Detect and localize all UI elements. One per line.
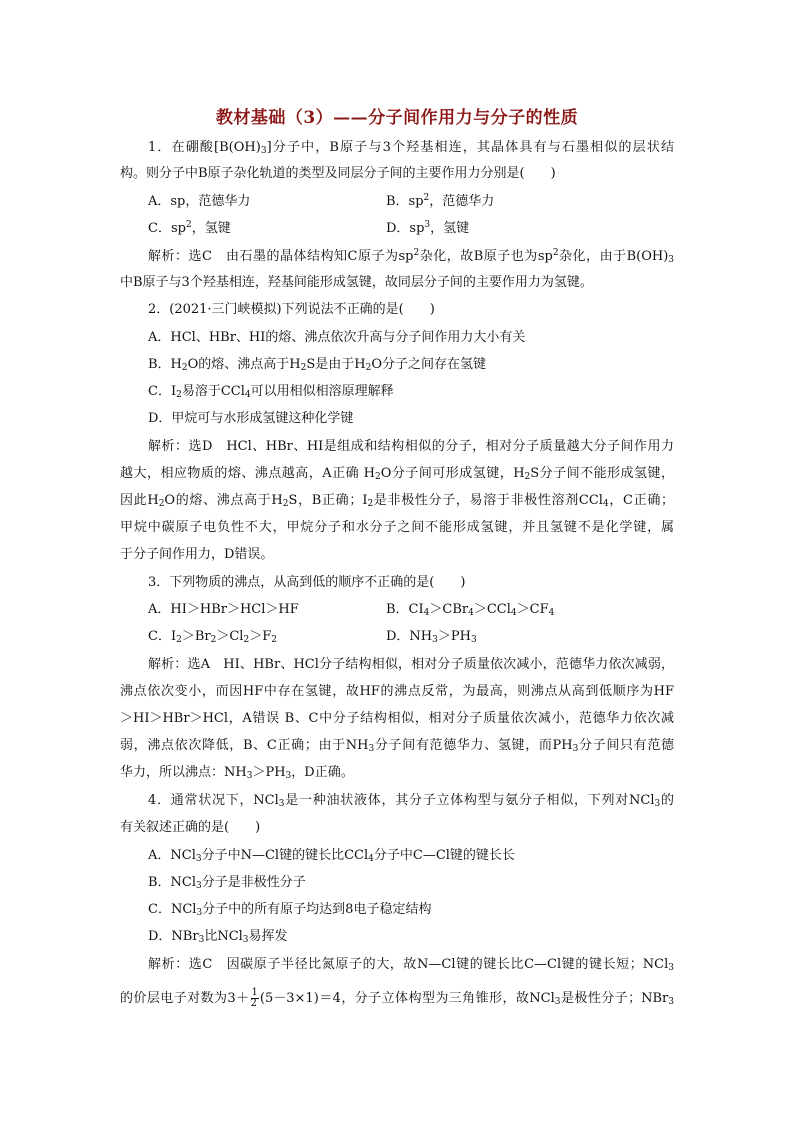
q3-option-b: B．$CI_4>CBr_4>CCl_4>CF_4$	[386, 602, 555, 618]
q4-stem-line-1: 4．通常状况下，NCl$_3$是一种油状液体，其分子立体构型与氨分子相似，下列对NCl$_3$的	[148, 793, 674, 809]
q3-option-a: A．HI＞HBr＞HCl＞HF	[148, 602, 299, 617]
q1-option-b: B．$sp^2$，范德华力	[386, 193, 495, 209]
q2-answer-line-2: 越大，相应物质的熔、沸点越高，A正确 $H_2O$分子间可形成氢键，$H_2S$分子间不能形成氢键，	[120, 466, 674, 482]
q1-stem-line-2: 构。则分子中B原子杂化轨道的类型及同层分子间的主要作用力分别是( )	[120, 166, 556, 181]
q2-option-a: A．HCl、HBr、HI的熔、沸点依次升高与分子间作用力大小有关	[148, 330, 526, 345]
q2-answer-line-1: 解析：选D HCl、HBr、HI是组成和结构相似的分子，相对分子质量越大分子间作用力	[148, 439, 674, 454]
q3-option-d: D．$NH_3>PH_3$	[386, 629, 477, 645]
q4-answer-line-2: 的价层电子对数为3＋ $\frac{1}{2}$ (5－3×1)＝4，分子立体构型为三角锥形，故NCl$_3$是极性分子；NBr$_3$	[120, 987, 674, 1009]
q1-option-c: C．$sp^2$，氢键	[148, 220, 231, 236]
fraction: $\frac{1}{2}$	[250, 987, 258, 1009]
q1-option-a: A．sp，范德华力	[148, 194, 251, 209]
q3-option-c: C．$I_2>Br_2>Cl_2>F_2$	[148, 629, 277, 645]
q3-answer-line-2: 沸点依次变小，而因HF中存在氢键，故HF的沸点反常，为最高，则沸点从高到低顺序为HF	[120, 684, 674, 699]
q2-option-b: B．$H_2O$的熔、沸点高于$H_2S$是由于$H_2O$分子之间存在氢键	[148, 357, 487, 373]
q2-option-c: C．$I_2$易溶于CCl$_4$可以用相似相溶原理解释	[148, 384, 394, 400]
q3-answer-line-5: 华力，所以沸点：$NH_3>PH_3$，D正确。	[120, 765, 354, 781]
q3-answer-line-1: 解析：选A HI、HBr、HCl分子结构相似，相对分子质量依次减小，范德华力依次减弱，	[148, 657, 674, 672]
q4-option-c: C．NCl$_3$分子中的所有原子均达到8电子稳定结构	[148, 902, 432, 918]
q3-answer-line-3: ＞HI＞HBr＞HCl，A错误 B、C中分子结构相似，相对分子质量依次减小，范德华力依次减	[120, 711, 674, 726]
q4-option-d: D．NBr$_3$比NCl$_3$易挥发	[148, 929, 288, 945]
q2-stem: 2．(2021·三门峡模拟)下列说法不正确的是( )	[148, 302, 435, 317]
q3-stem: 3．下列物质的沸点，从高到低的顺序不正确的是( )	[148, 575, 466, 590]
q2-answer-line-4: 甲烷中碳原子电负性不大，甲烷分子和水分子之间不能形成氢键，并且氢键不是化学键，属	[120, 520, 674, 535]
q2-answer-line-5: 于分子间作用力，D错误。	[120, 547, 274, 562]
page-title: 教材基础（3）——分子间作用力与分子的性质	[215, 108, 579, 128]
q1-answer-line-1: 解析：选C 由石墨的晶体结构知C原子为$sp^2$杂化，故B原子也为$sp^2$杂化，由于$B(OH)_3$	[148, 248, 674, 265]
q2-answer-line-3: 因此$H_2O$的熔、沸点高于$H_2S$，B正确；$I_2$是非极性分子，易溶于非极性溶剂CCl$_4$，C正确；	[120, 493, 674, 509]
q2-option-d: D．甲烷可与水形成氢键这种化学键	[148, 411, 354, 426]
q1-stem-line-1: 1．在硼酸$[B(OH)_3]$分子中，B原子与3个羟基相连，其晶体具有与石墨相似的层状结	[148, 140, 674, 156]
q4-option-b: B．NCl$_3$分子是非极性分子	[148, 875, 306, 891]
q4-answer-line-1: 解析：选C 因碳原子半径比氮原子的大，故N—Cl键的键长比C—Cl键的键长短；NCl$_3$	[148, 957, 674, 973]
q4-option-a: A．NCl$_3$分子中N—Cl键的键长比CCl$_4$分子中C—Cl键的键长长	[148, 848, 515, 864]
q3-answer-line-4: 弱，沸点依次降低，B、C正确；由于$NH_3$分子间有范德华力、氢键，而$PH_3$分子间只有范德	[120, 738, 674, 754]
q4-stem-line-2: 有关叙述正确的是( )	[120, 820, 261, 835]
q1-answer-line-2: 中B原子与3个羟基相连，羟基间能形成氢键，故同层分子间的主要作用力为氢键。	[120, 275, 593, 290]
q1-option-d: D．$sp^3$，氢键	[386, 220, 470, 236]
